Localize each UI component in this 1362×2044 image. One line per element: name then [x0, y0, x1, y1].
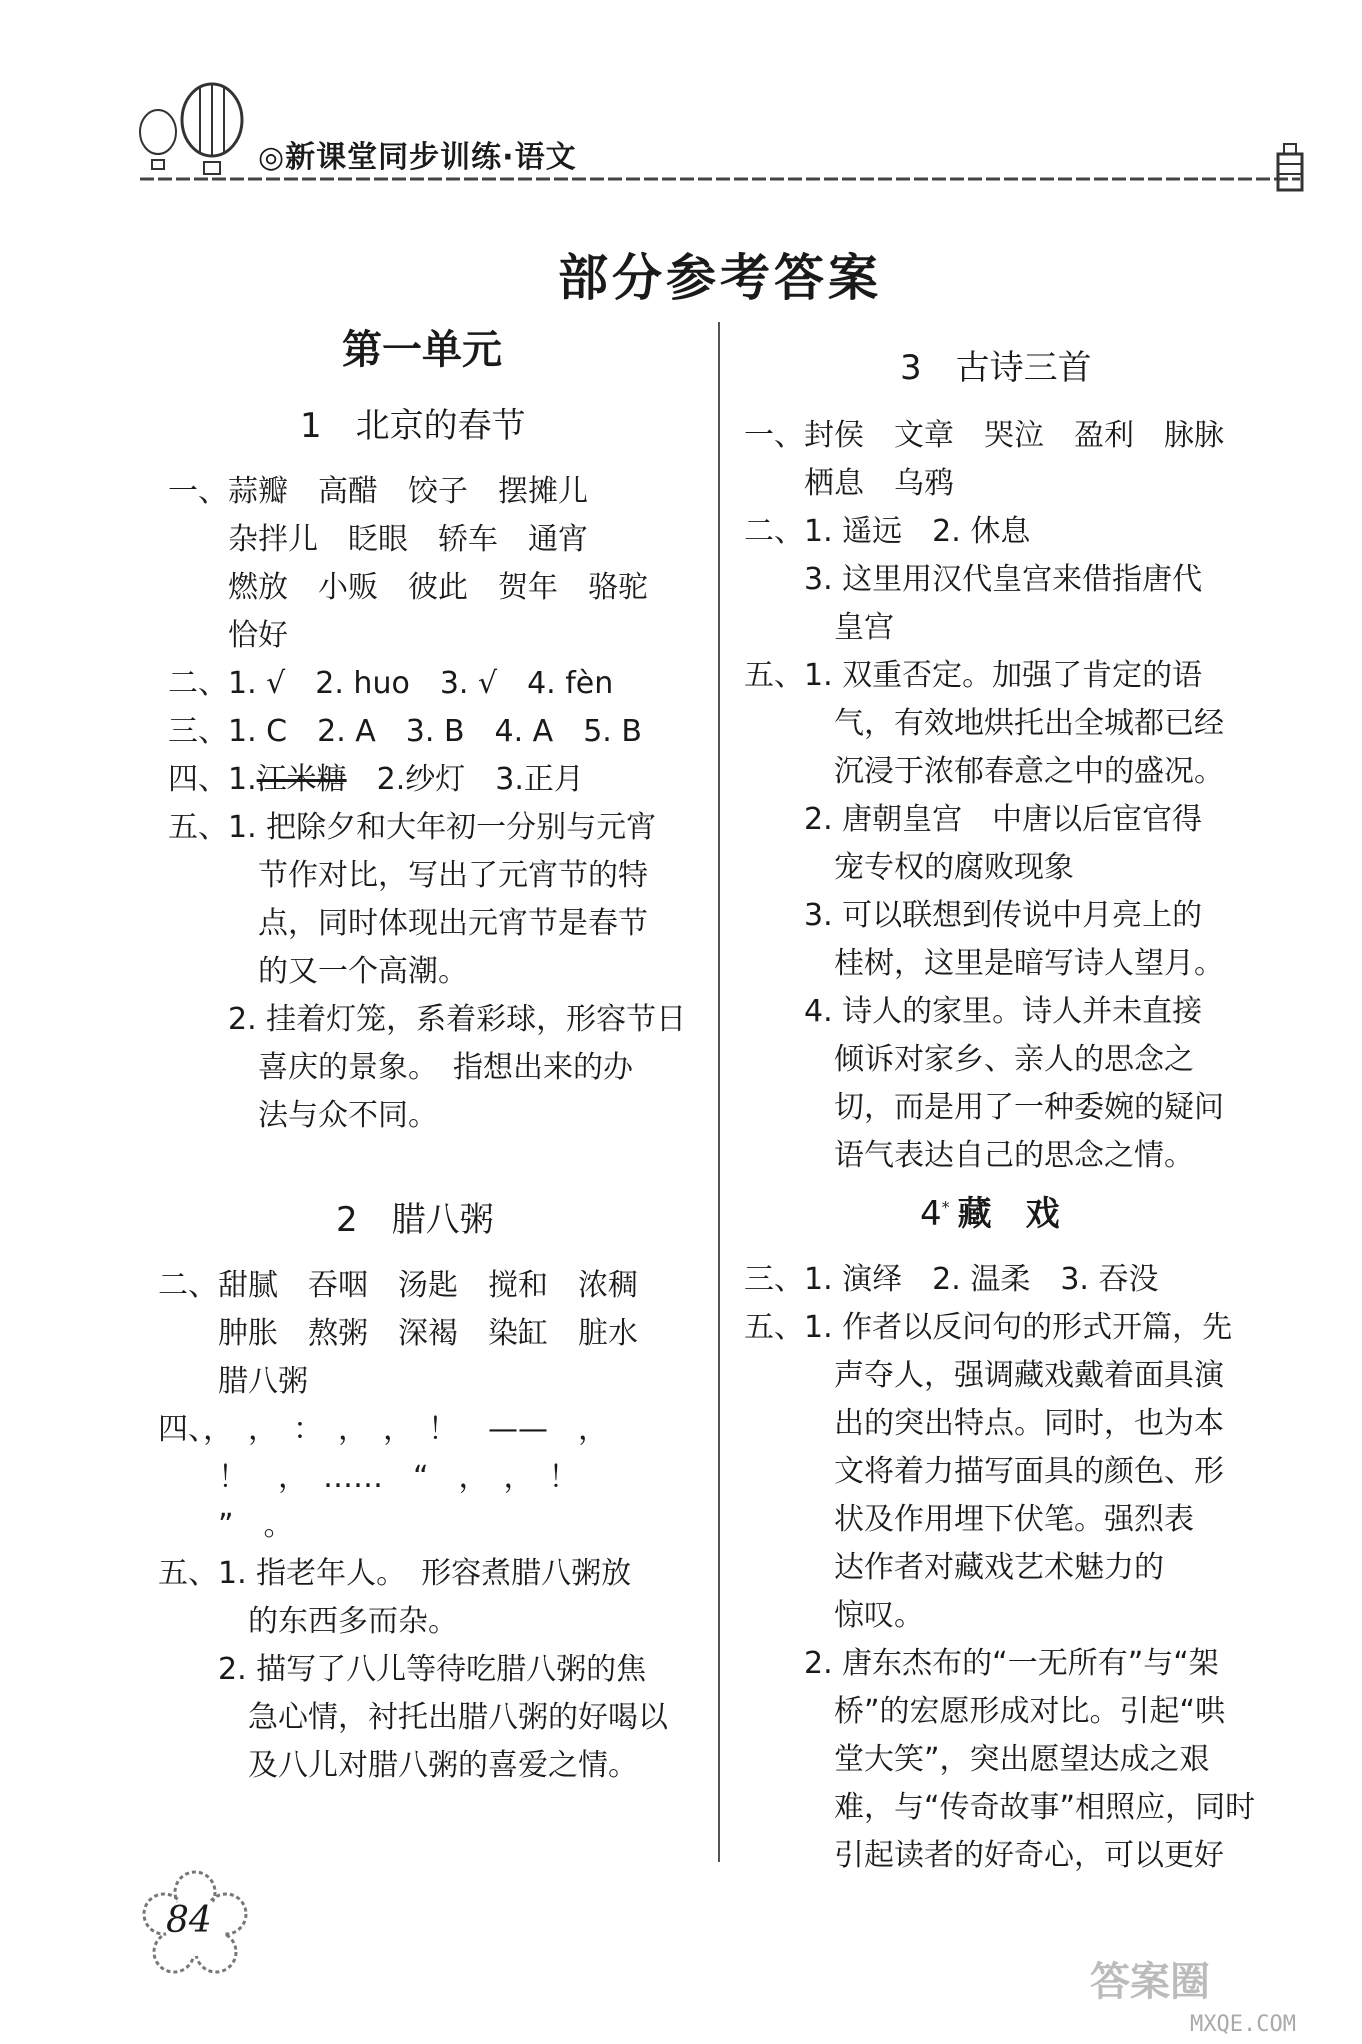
answer-line: 二、1. 遥远 2. 休息	[744, 514, 1031, 549]
answer-line: 及八儿对腊八粥的喜爱之情。	[158, 1748, 638, 1783]
q4-prefix: 四、1.	[168, 762, 257, 797]
answer-line: 3. 可以联想到传说中月亮上的	[744, 898, 1203, 933]
answer-line: 2. 挂着灯笼，系着彩球，形容节日	[168, 1002, 687, 1037]
lesson-3-answers	[744, 412, 1224, 1180]
lesson-2-answers	[158, 1262, 668, 1790]
answer-line: 三、1. C 2. A 3. B 4. A 5. B	[168, 714, 642, 749]
page-title: 部分参考答案	[558, 249, 882, 307]
watermark-logo: 答案圈	[1090, 1959, 1210, 2005]
answer-line: 声夺人，强调藏戏戴着面具演	[744, 1358, 1224, 1393]
answer-line: 二、1. √ 2. huo 3. √ 4. fèn	[168, 666, 614, 701]
answer-line: 五、1. 作者以反问句的形式开篇，先	[744, 1310, 1233, 1345]
answer-line: 皇宫	[744, 610, 894, 645]
answer-line: 法与众不同。	[168, 1098, 438, 1133]
answer-line: 3. 这里用汉代皇宫来借指唐代	[744, 562, 1203, 597]
answer-line: ” 。	[158, 1508, 294, 1543]
answer-line: 喜庆的景象。 指想出来的办	[168, 1050, 633, 1085]
answer-line: 的东西多而杂。	[158, 1604, 458, 1639]
q4-mid-2: 3.	[465, 762, 524, 797]
answer-line: 倾诉对家乡、亲人的思念之	[744, 1042, 1194, 1077]
answer-line: 点，同时体现出元宵节是春节	[168, 906, 648, 941]
answer-line: 一、封侯 文章 哭泣 盈利 脉脉	[744, 418, 1224, 453]
lesson-4-title	[920, 1186, 1060, 1235]
answer-line: 四、， ， ： ， ， ！ —— ，	[158, 1412, 608, 1447]
q4-answer-3: 正月	[523, 762, 584, 797]
watermark-url: MXQE.COM	[1190, 2012, 1296, 2037]
answer-line: 惊叹。	[744, 1598, 924, 1633]
answer-line: 杂拌儿 眨眼 轿车 通宵	[168, 522, 588, 557]
answer-line: 五、1. 指老年人。 形容煮腊八粥放	[158, 1556, 632, 1591]
lesson-3-title: 3 古诗三首	[900, 348, 1092, 388]
lesson-1-answers	[168, 468, 686, 1140]
answer-line: 气，有效地烘托出全城都已经	[744, 706, 1224, 741]
answer-line: 2. 唐朝皇宫 中唐以后宦官得	[744, 802, 1203, 837]
answer-line: 宠专权的腐败现象	[744, 850, 1074, 885]
answer-line: 桂树，这里是暗写诗人望月。	[744, 946, 1224, 981]
lesson-4-answers	[744, 1256, 1255, 1880]
lesson-4-star: *	[941, 1197, 950, 1217]
answer-line: 沉浸于浓郁春意之中的盛况。	[744, 754, 1224, 789]
answer-line: 腊八粥	[158, 1364, 308, 1399]
answer-line: 引起读者的好奇心，可以更好	[744, 1838, 1224, 1873]
answer-line: 出的突出特点。同时，也为本	[744, 1406, 1224, 1441]
answer-line: 一、蒜瓣 高醋 饺子 摆摊儿	[168, 474, 588, 509]
column-divider	[718, 322, 720, 1862]
answer-line: 肿胀 熬粥 深褐 染缸 脏水	[158, 1316, 638, 1351]
answer-line: ！ ， …… “ ， ， ！	[158, 1460, 579, 1495]
lesson-4-name: 藏 戏	[957, 1194, 1060, 1234]
answer-line: 达作者对藏戏艺术魅力的	[744, 1550, 1164, 1585]
answer-line: 恰好	[168, 618, 288, 653]
q4-answer-2: 纱灯	[405, 762, 466, 797]
answer-line: 节作对比，写出了元宵节的特	[168, 858, 648, 893]
answer-line: 桥”的宏愿形成对比。引起“哄	[744, 1694, 1226, 1729]
header-rule	[140, 176, 1300, 182]
answer-line: 的又一个高潮。	[168, 954, 468, 989]
answer-line: 五、1. 双重否定。加强了肯定的语	[744, 658, 1203, 693]
answer-line: 急心情，衬托出腊八粥的好喝以	[158, 1700, 668, 1735]
page-number: 84	[166, 1900, 212, 1941]
balloon-icon	[120, 80, 260, 190]
q4-answer-1: 江米糖	[256, 762, 347, 797]
answer-line: 栖息 乌鸦	[744, 466, 954, 501]
answer-line: 语气表达自己的思念之情。	[744, 1138, 1194, 1173]
q4-mid: 2.	[346, 762, 406, 797]
answer-line: 燃放 小贩 彼此 贺年 骆驼	[168, 570, 648, 605]
lesson-2-title: 2 腊八粥	[336, 1200, 494, 1240]
lesson-1-title: 1 北京的春节	[300, 406, 526, 446]
answer-line: 2. 唐东杰布的“一无所有”与“架	[744, 1646, 1219, 1681]
answer-line: 堂大笑”，突出愿望达成之艰	[744, 1742, 1210, 1777]
answer-line: 文将着力描写面具的颜色、形	[744, 1454, 1224, 1489]
answer-line: 4. 诗人的家里。诗人并未直接	[744, 994, 1203, 1029]
series-title: ◎新课堂同步训练·语文	[258, 140, 577, 175]
answer-line: 二、甜腻 吞咽 汤匙 搅和 浓稠	[158, 1268, 638, 1303]
answer-line: 切，而是用了一种委婉的疑问	[744, 1090, 1224, 1125]
answer-line: 2. 描写了八儿等待吃腊八粥的焦	[158, 1652, 647, 1687]
unit-title: 第一单元	[342, 327, 502, 373]
answer-line: 状及作用埋下伏笔。强烈表	[744, 1502, 1194, 1537]
answer-line: 三、1. 演绎 2. 温柔 3. 吞没	[744, 1262, 1159, 1297]
lesson-4-number: 4	[920, 1194, 942, 1234]
house-icon	[1270, 140, 1310, 196]
answer-line-q4	[168, 756, 686, 804]
answer-line: 五、1. 把除夕和大年初一分别与元宵	[168, 810, 657, 845]
answer-line: 难，与“传奇故事”相照应，同时	[744, 1790, 1256, 1825]
